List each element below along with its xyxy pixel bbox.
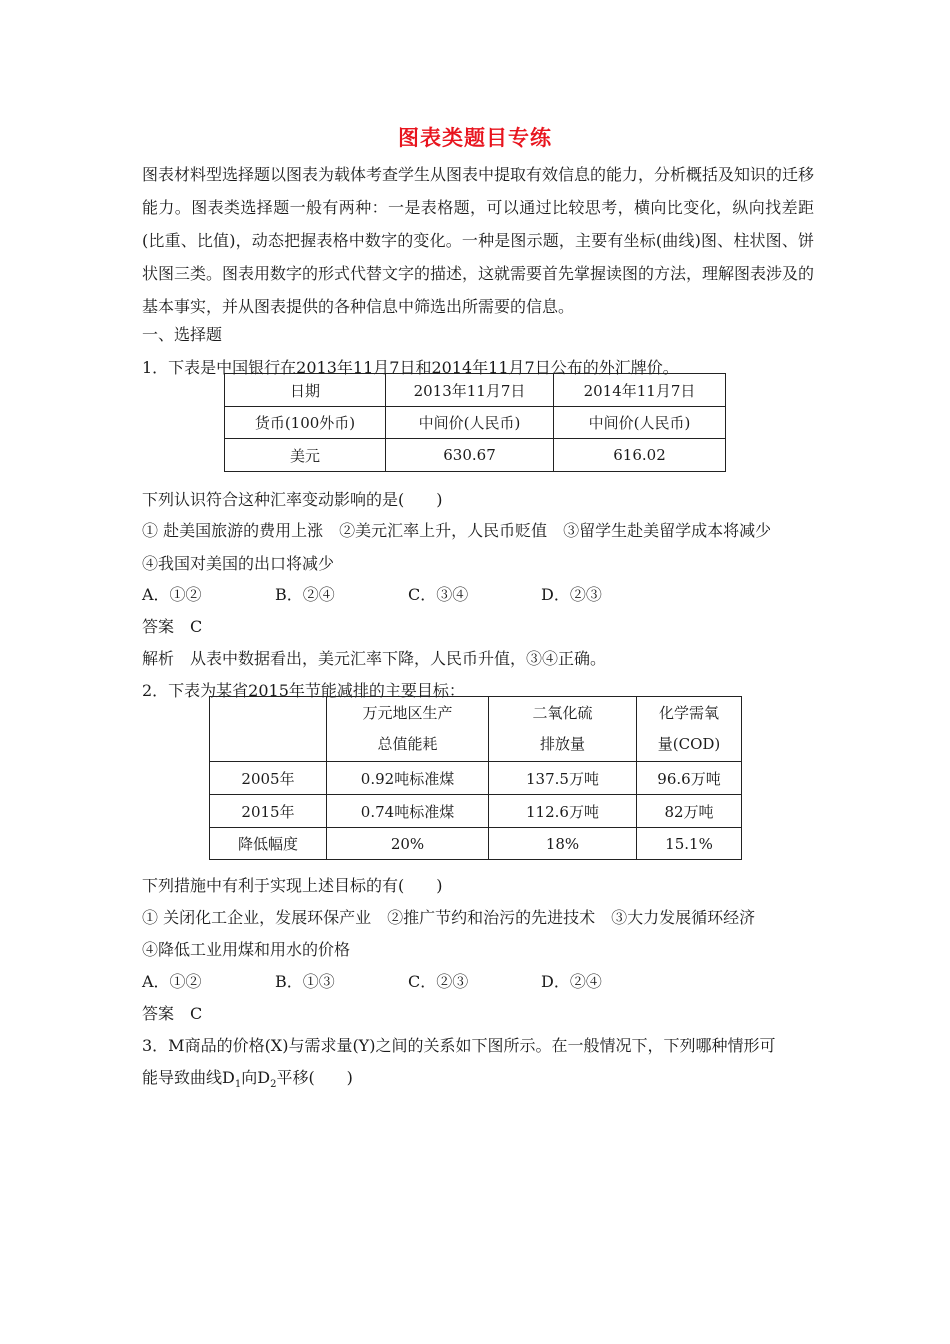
table-cell: 二氧化硫 排放量 — [489, 697, 637, 762]
q1-option-b: B．②④ — [275, 585, 335, 604]
q3-text-c: 平移( ) — [276, 1068, 353, 1087]
table-cell: 中间价(人民币) — [554, 407, 726, 439]
table-row — [225, 407, 726, 439]
q2-stem: 2．下表为某省2015年节能减排的主要目标： — [142, 681, 465, 700]
q1-question: 下列认识符合这种汇率变动影响的是( ) — [142, 490, 443, 509]
table-cell — [210, 697, 327, 762]
table-cell: 15.1% — [637, 828, 742, 860]
table-row — [210, 762, 742, 795]
table-row — [225, 374, 726, 407]
table-row — [210, 795, 742, 828]
table-cell: 万元地区生产 总值能耗 — [327, 697, 489, 762]
q3-stem-line2 — [142, 1065, 353, 1090]
table-cell: 2014年11月7日 — [554, 374, 726, 407]
q2-option-b: B．①③ — [275, 972, 335, 991]
table-cell: 18% — [489, 828, 637, 860]
table-cell: 137.5万吨 — [489, 762, 637, 795]
q2-option-a: A．①② — [142, 972, 202, 991]
table-cell: 82万吨 — [637, 795, 742, 828]
table-cell: 货币(100外币) — [225, 407, 386, 439]
table-cell: 112.6万吨 — [489, 795, 637, 828]
q3-text-b: 向D — [241, 1068, 271, 1087]
intro-paragraph: 图表材料型选择题以图表为载体考查学生从图表中提取有效信息的能力，分析概括及知识的迁移能力。图表类选择题一般有两种：一是表格题，可以通过比较思考，横向比变化，纵向找差距(比重、比值)，动态把握表格中数字的变化。一种是图示题，主要有坐标(曲线)图、柱状图、饼状图三类。图表用数字的形式代替文字的描述，这就需要首先掌握读图的方法，理解图表涉及的基本事实，并从图表提供的各种信息中筛选出所需要的信息。 — [142, 165, 815, 316]
table-cell: 96.6万吨 — [637, 762, 742, 795]
q2-items-line2: ④降低工业用煤和用水的价格 — [142, 940, 351, 959]
q2-question: 下列措施中有利于实现上述目标的有( ) — [142, 876, 443, 895]
q2-answer: 答案 C — [142, 1004, 203, 1023]
q1-option-a: A．①② — [142, 585, 202, 604]
table-cell: 2013年11月7日 — [386, 374, 554, 407]
q1-items-line2: ④我国对美国的出口将减少 — [142, 554, 335, 573]
table-row — [225, 439, 726, 472]
q3-subscript-1: 1 — [234, 1079, 242, 1091]
table-cell: 2005年 — [210, 762, 327, 795]
q1-option-d: D．②③ — [541, 585, 602, 604]
table-cell: 20% — [327, 828, 489, 860]
page-title: 图表类题目专练 — [398, 126, 552, 150]
q3-stem-line1: 3．M商品的价格(X)与需求量(Y)之间的关系如下图所示。在一般情况下，下列哪种情形可 — [142, 1036, 776, 1055]
table-cell: 0.74吨标准煤 — [327, 795, 489, 828]
table-cell: 日期 — [225, 374, 386, 407]
table-cell: 616.02 — [554, 439, 726, 472]
q1-analysis: 解析 从表中数据看出，美元汇率下降，人民币升值，③④正确。 — [142, 649, 607, 668]
table-cell: 0.92吨标准煤 — [327, 762, 489, 795]
q3-text-a: 能导致曲线D — [142, 1068, 235, 1087]
table-cell: 2015年 — [210, 795, 327, 828]
q1-stem: 1．下表是中国银行在2013年11月7日和2014年11月7日公布的外汇牌价。 — [142, 358, 679, 377]
table-cell: 美元 — [225, 439, 386, 472]
q2-items-line1: ① 关闭化工企业，发展环保产业 ②推广节约和治污的先进技术 ③大力发展循环经济 — [142, 908, 756, 927]
section-heading: 一、选择题 — [142, 325, 223, 344]
table-cell: 降低幅度 — [210, 828, 327, 860]
q2-option-d: D．②④ — [541, 972, 602, 991]
q1-option-c: C．③④ — [408, 585, 469, 604]
q2-option-c: C．②③ — [408, 972, 469, 991]
q1-answer: 答案 C — [142, 617, 203, 636]
q2-emission-table — [209, 696, 742, 860]
q3-subscript-2: 2 — [270, 1079, 277, 1091]
table-cell: 中间价(人民币) — [386, 407, 554, 439]
table-row — [210, 697, 742, 762]
table-cell: 化学需氧 量(COD) — [637, 697, 742, 762]
q1-exchange-rate-table — [224, 373, 726, 472]
q1-items-line1: ① 赴美国旅游的费用上涨 ②美元汇率上升，人民币贬值 ③留学生赴美留学成本将减少 — [142, 521, 772, 540]
table-row — [210, 828, 742, 860]
table-cell: 630.67 — [386, 439, 554, 472]
